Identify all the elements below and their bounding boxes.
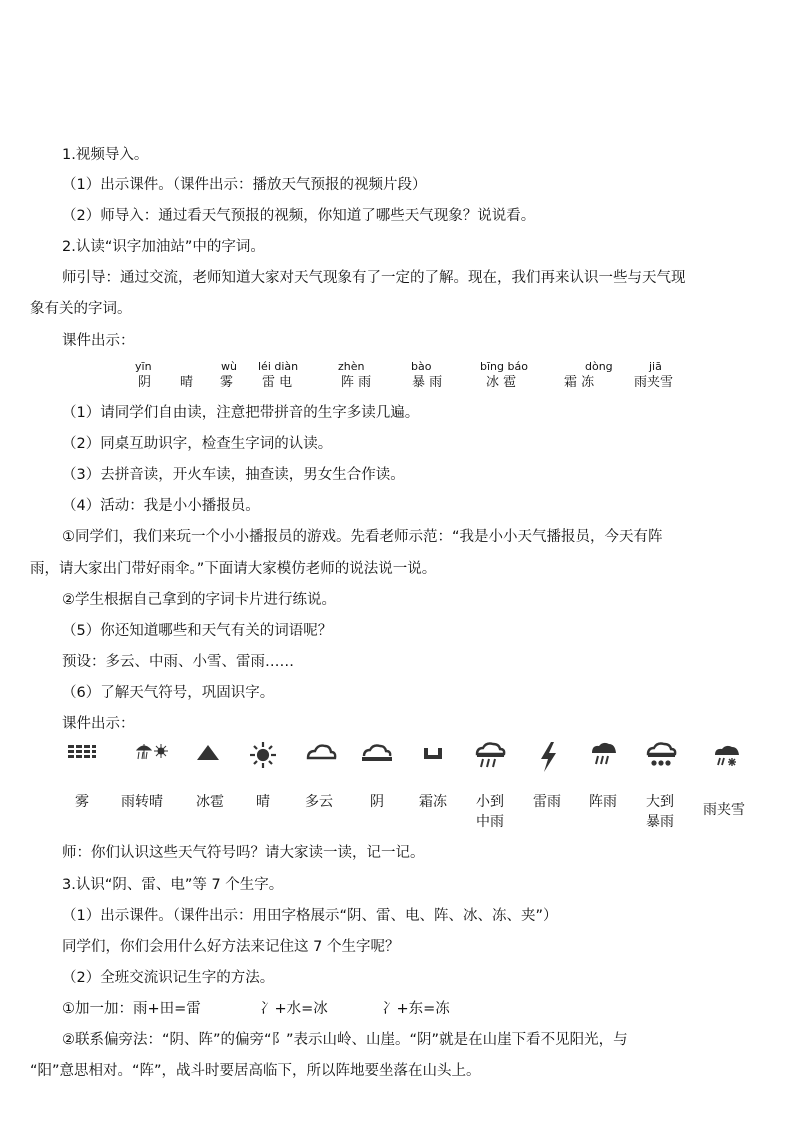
light-to-moderate-rain-icon (470, 740, 510, 776)
formula: 冫+水=冰 (260, 1001, 328, 1017)
fog-icon (62, 740, 102, 776)
pinyin: zhèn (338, 360, 365, 373)
weather-label: 雷雨 (533, 794, 561, 810)
paragraph: （1）出示课件。（课件出示：播放天气预报的视频片段） (62, 177, 427, 193)
weather-label: 大到 暴雨 (646, 794, 674, 830)
weather-label: 晴 (256, 794, 270, 810)
paragraph: （3）去拼音读，开火车读，抽查读，男女生合作读。 (62, 467, 405, 483)
hanzi: 阴 (138, 375, 152, 390)
hanzi: 阵 雨 (341, 375, 372, 390)
paragraph: （5）你还知道哪些和天气有关的词语呢？ (62, 623, 333, 639)
weather-label: 阵雨 (589, 794, 617, 810)
hanzi: 暴 雨 (412, 375, 443, 390)
paragraph: 师引导：通过交流，老师知道大家对天气现象有了一定的了解。现在，我们再来认识一些与天气现 (62, 270, 686, 286)
hanzi: 晴 (180, 375, 194, 390)
paragraph: “阳”意思相对。“阵”，战斗时要居高临下，所以阵地要坐落在山头上。 (30, 1063, 481, 1079)
paragraph: （2）全班交流识记生字的方法。 (62, 970, 275, 986)
weather-symbols (0, 740, 794, 840)
rain-to-sunny-icon (132, 740, 172, 776)
paragraph: （2）师导入：通过看天气预报的视频，你知道了哪些天气现象？说说看。 (62, 208, 536, 224)
heavy-rain-icon (641, 740, 681, 776)
section-1-heading: 1.视频导入。 (62, 147, 149, 163)
weather-label: 阴 (370, 794, 384, 810)
paragraph: 同学们，你们会用什么好方法来记住这 7 个生字呢？ (62, 939, 400, 955)
hanzi: 雨夹雪 (634, 375, 674, 390)
paragraph: ①同学们，我们来玩一个小小播报员的游戏。先看老师示范：“我是小小天气播报员，今天有阵 (62, 529, 663, 545)
paragraph: 课件出示： (62, 333, 135, 349)
paragraph: （6）了解天气符号，巩固识字。 (62, 685, 275, 701)
weather-label: 多云 (305, 794, 333, 810)
pinyin: yīn (135, 360, 152, 373)
shower-icon (584, 740, 624, 776)
paragraph: 雨，请大家出门带好雨伞。”下面请大家模仿老师的说法说一说。 (30, 561, 437, 577)
weather-label: 霜冻 (419, 794, 447, 810)
pinyin: dòng (585, 360, 613, 373)
paragraph: ②学生根据自己拿到的字词卡片进行练说。 (62, 592, 336, 608)
hanzi: 霜 冻 (564, 375, 595, 390)
paragraph: ②联系偏旁法：“阴、阵”的偏旁“阝”表示山岭、山崖。“阴”就是在山崖下看不见阳光，与 (62, 1032, 628, 1048)
hanzi: 雷 电 (262, 375, 293, 390)
frost-icon (413, 740, 453, 776)
overcast-icon (357, 740, 397, 776)
sleet-icon (707, 740, 747, 776)
weather-label: 雨夹雪 (703, 802, 745, 818)
paragraph: （1）出示课件。（课件出示：用田字格展示“阴、雷、电、阵、冰、冻、夹”） (62, 908, 558, 924)
formula: ①加一加：雨+田=雷 (62, 1001, 201, 1017)
formula: 冫+东=冻 (382, 1001, 450, 1017)
hail-icon (188, 740, 228, 776)
hanzi: 雾 (220, 375, 234, 390)
paragraph: 师：你们认识这些天气符号吗？请大家读一读，记一记。 (62, 845, 425, 861)
cloudy-icon (301, 740, 341, 776)
paragraph: （4）活动：我是小小播报员。 (62, 498, 260, 514)
pinyin: bào (411, 360, 432, 373)
sun-icon (243, 740, 283, 776)
weather-label: 雾 (75, 794, 89, 810)
pinyin: wù (221, 360, 237, 373)
paragraph: 课件出示： (62, 716, 135, 732)
pinyin: jiā (649, 360, 662, 373)
weather-label: 雨转晴 (121, 794, 163, 810)
pinyin: bīng báo (480, 360, 528, 373)
paragraph: （1）请同学们自由读，注意把带拼音的生字多读几遍。 (62, 405, 420, 421)
weather-label: 小到 中雨 (476, 794, 504, 830)
paragraph: 象有关的字词。 (30, 301, 132, 317)
pinyin-vocab-row (0, 360, 794, 396)
section-2-heading: 2.认读“识字加油站”中的字词。 (62, 239, 265, 255)
section-3-heading: 3.认识“阴、雷、电”等 7 个生字。 (62, 877, 284, 893)
paragraph: 预设：多云、中雨、小雪、雷雨…… (62, 654, 294, 670)
thunder-icon (528, 740, 568, 776)
pinyin: léi diàn (258, 360, 299, 373)
weather-label: 冰雹 (196, 794, 224, 810)
paragraph: （2）同桌互助识字，检查生字词的认读。 (62, 436, 333, 452)
hanzi: 冰 雹 (486, 375, 517, 390)
